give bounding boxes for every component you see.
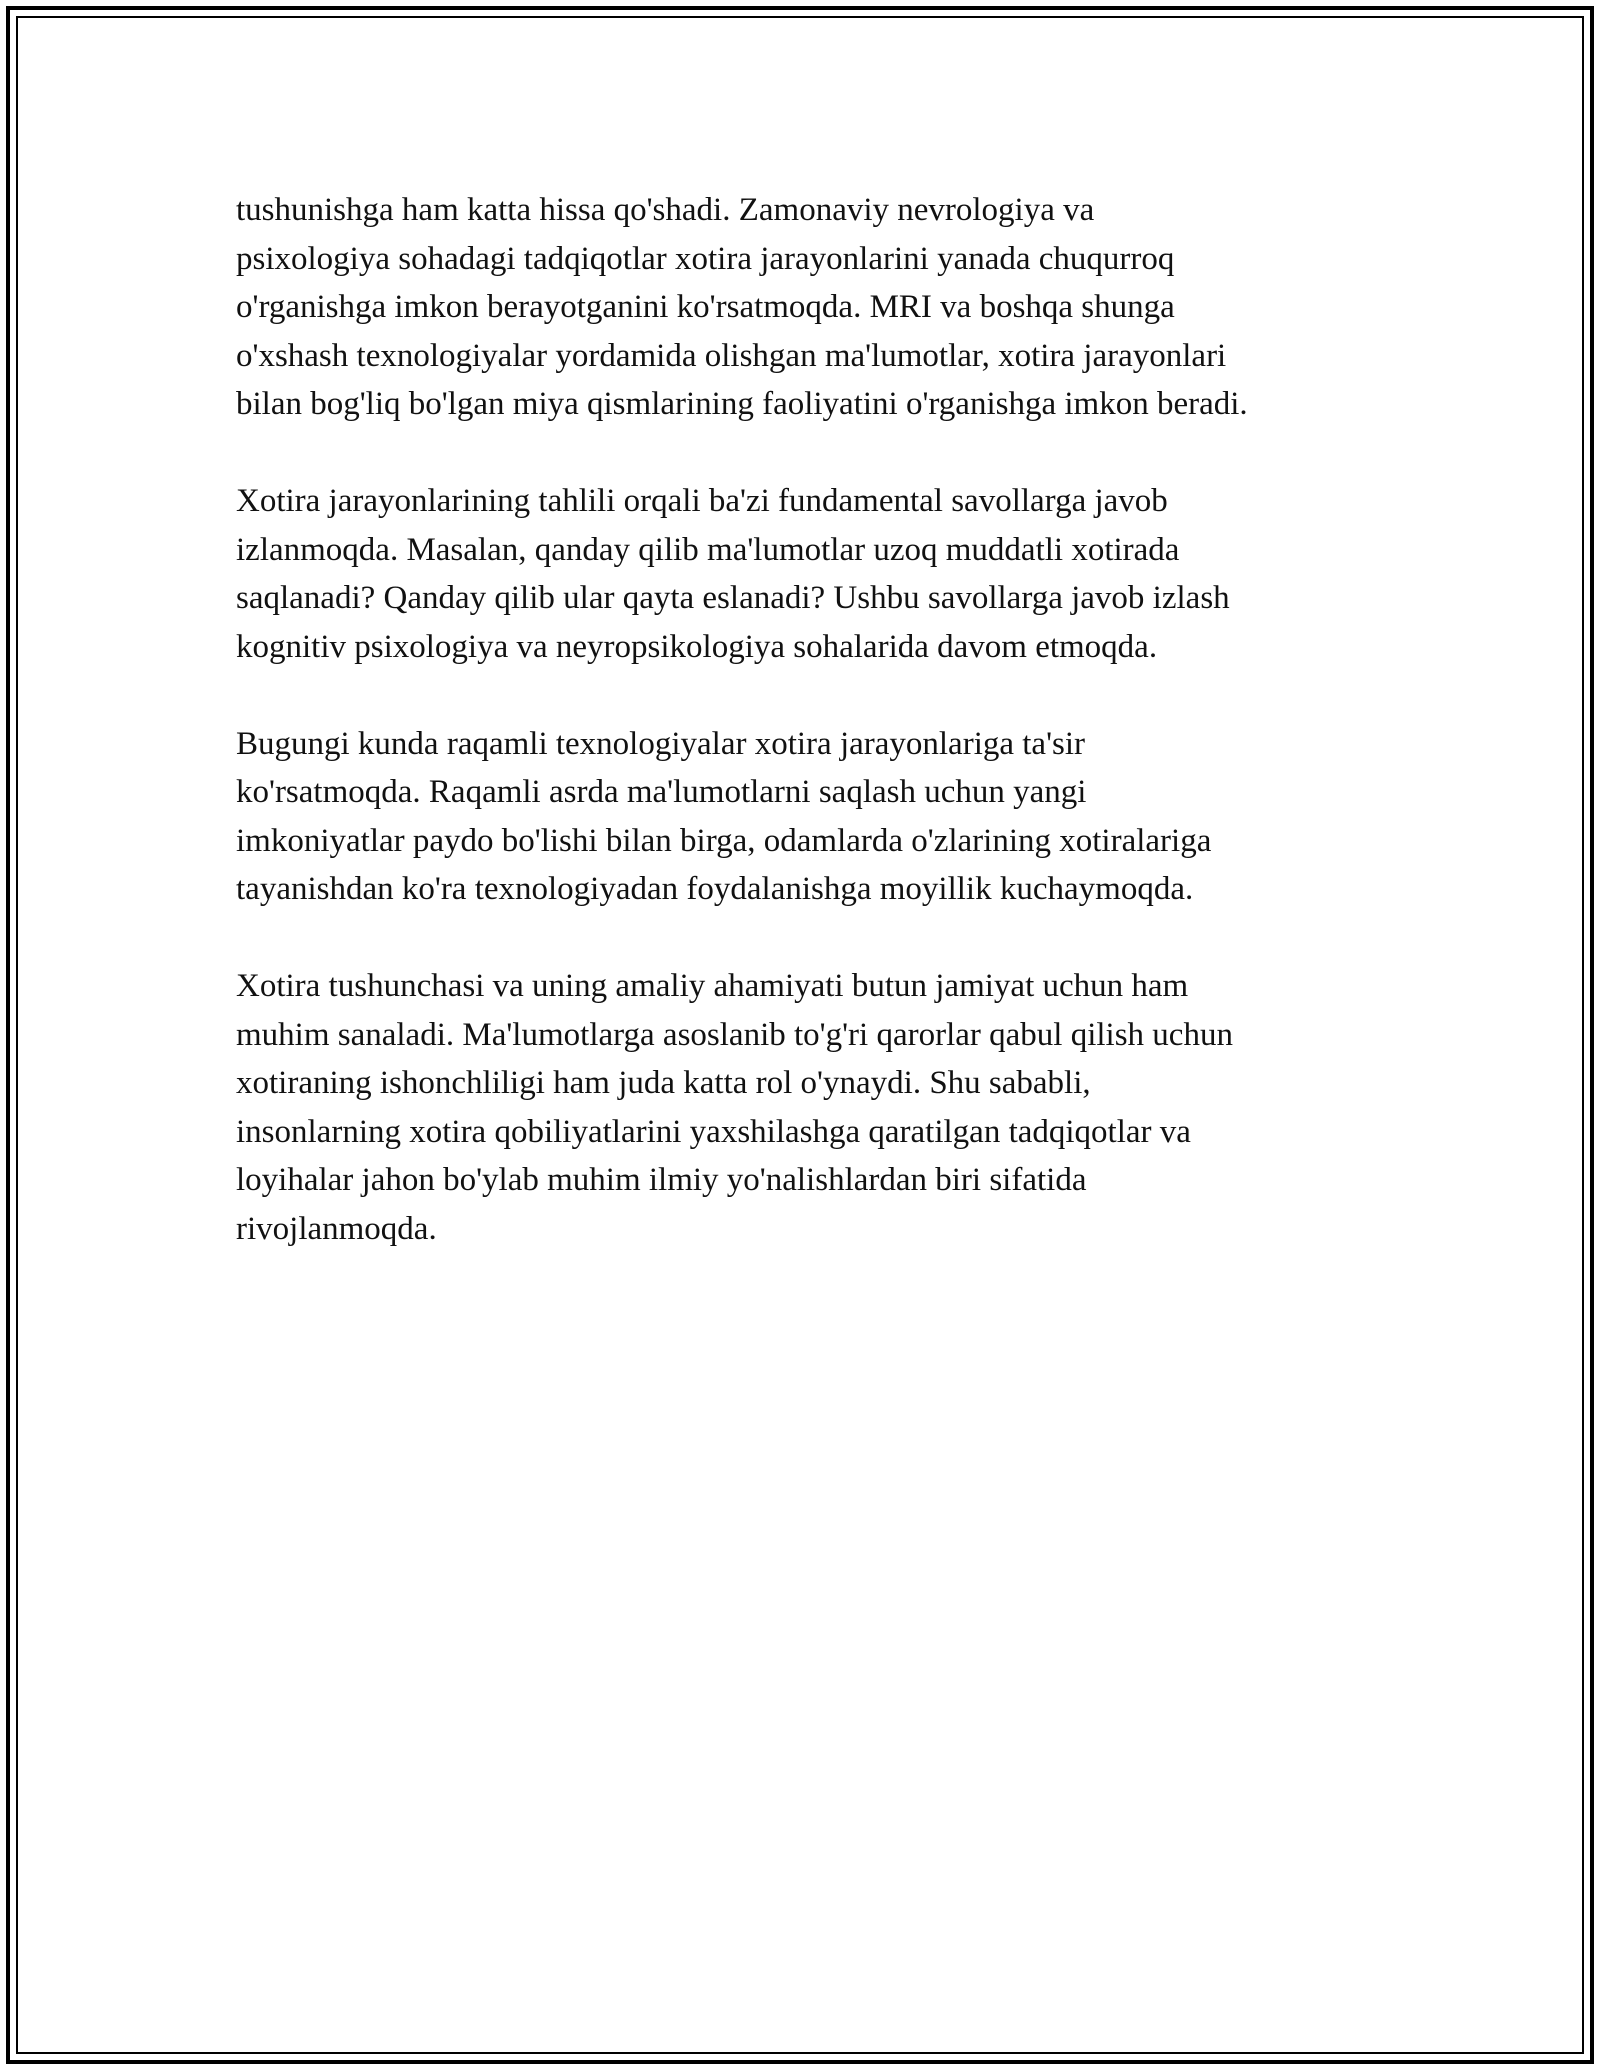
paragraph-line: tayanishdan ko'ra texnologiyadan foydalanishga moyillik kuchaymoqda.: [236, 871, 1194, 907]
paragraph-line: loyihalar jahon bo'ylab muhim ilmiy yo'nalishlardan biri sifatida: [236, 1162, 1087, 1198]
paragraph-line: saqlanadi? Qanday qilib ular qayta eslanadi? Ushbu savollarga javob izlash: [236, 580, 1230, 616]
paragraph-line: izlanmoqda. Masalan, qanday qilib ma'lumotlar uzoq muddatli xotirada: [236, 531, 1180, 568]
paragraph-line: muhim sanaladi. Ma'lumotlarga asoslanib to'g'ri qarorlar qabul qilish uchun: [236, 1016, 1233, 1053]
paragraph-line: o'rganishga imkon berayotganini ko'rsatmoqda. MRI va boshqa shunga: [236, 289, 1175, 325]
paragraph-line: psixologiya sohadagi tadqiqotlar xotira jarayonlarini yanada chuqurroq: [236, 240, 1175, 277]
document-body: [236, 186, 1416, 1302]
paragraph-line: Bugungi kunda raqamli texnologiyalar xotira jarayonlariga ta'sir: [236, 725, 1086, 762]
paragraph-4: [236, 962, 1416, 1253]
paragraph-line: bilan bog'liq bo'lgan miya qismlarining faoliyatini o'rganishga imkon beradi.: [236, 386, 1248, 422]
paragraph-1: [236, 186, 1416, 429]
paragraph-line: insonlarning xotira qobiliyatlarini yaxshilashga qaratilgan tadqiqotlar va: [236, 1113, 1191, 1150]
paragraph-line: Xotira tushunchasi va uning amaliy ahamiyati butun jamiyat uchun ham: [236, 968, 1189, 1004]
paragraph-line: ko'rsatmoqda. Raqamli asrda ma'lumotlarni saqlash uchun yangi: [236, 774, 1087, 810]
paragraph-3: [236, 720, 1416, 914]
paragraph-line: rivojlanmoqda.: [236, 1210, 437, 1247]
paragraph-2: [236, 477, 1416, 671]
paragraph-line: xotiraning ishonchliligi ham juda katta rol o'ynaydi. Shu sababli,: [236, 1065, 1091, 1101]
paragraph-line: o'xshash texnologiyalar yordamida olishgan ma'lumotlar, xotira jarayonlari: [236, 337, 1227, 374]
paragraph-line: imkoniyatlar paydo bo'lishi bilan birga, odamlarda o'zlarining xotiralariga: [236, 822, 1212, 859]
paragraph-line: Xotira jarayonlarining tahlili orqali ba'zi fundamental savollarga javob: [236, 483, 1168, 519]
paragraph-line: kognitiv psixologiya va neyropsikologiya sohalarida davom etmoqda.: [236, 628, 1158, 665]
paragraph-line: tushunishga ham katta hissa qo'shadi. Zamonaviy nevrologiya va: [236, 192, 1095, 228]
